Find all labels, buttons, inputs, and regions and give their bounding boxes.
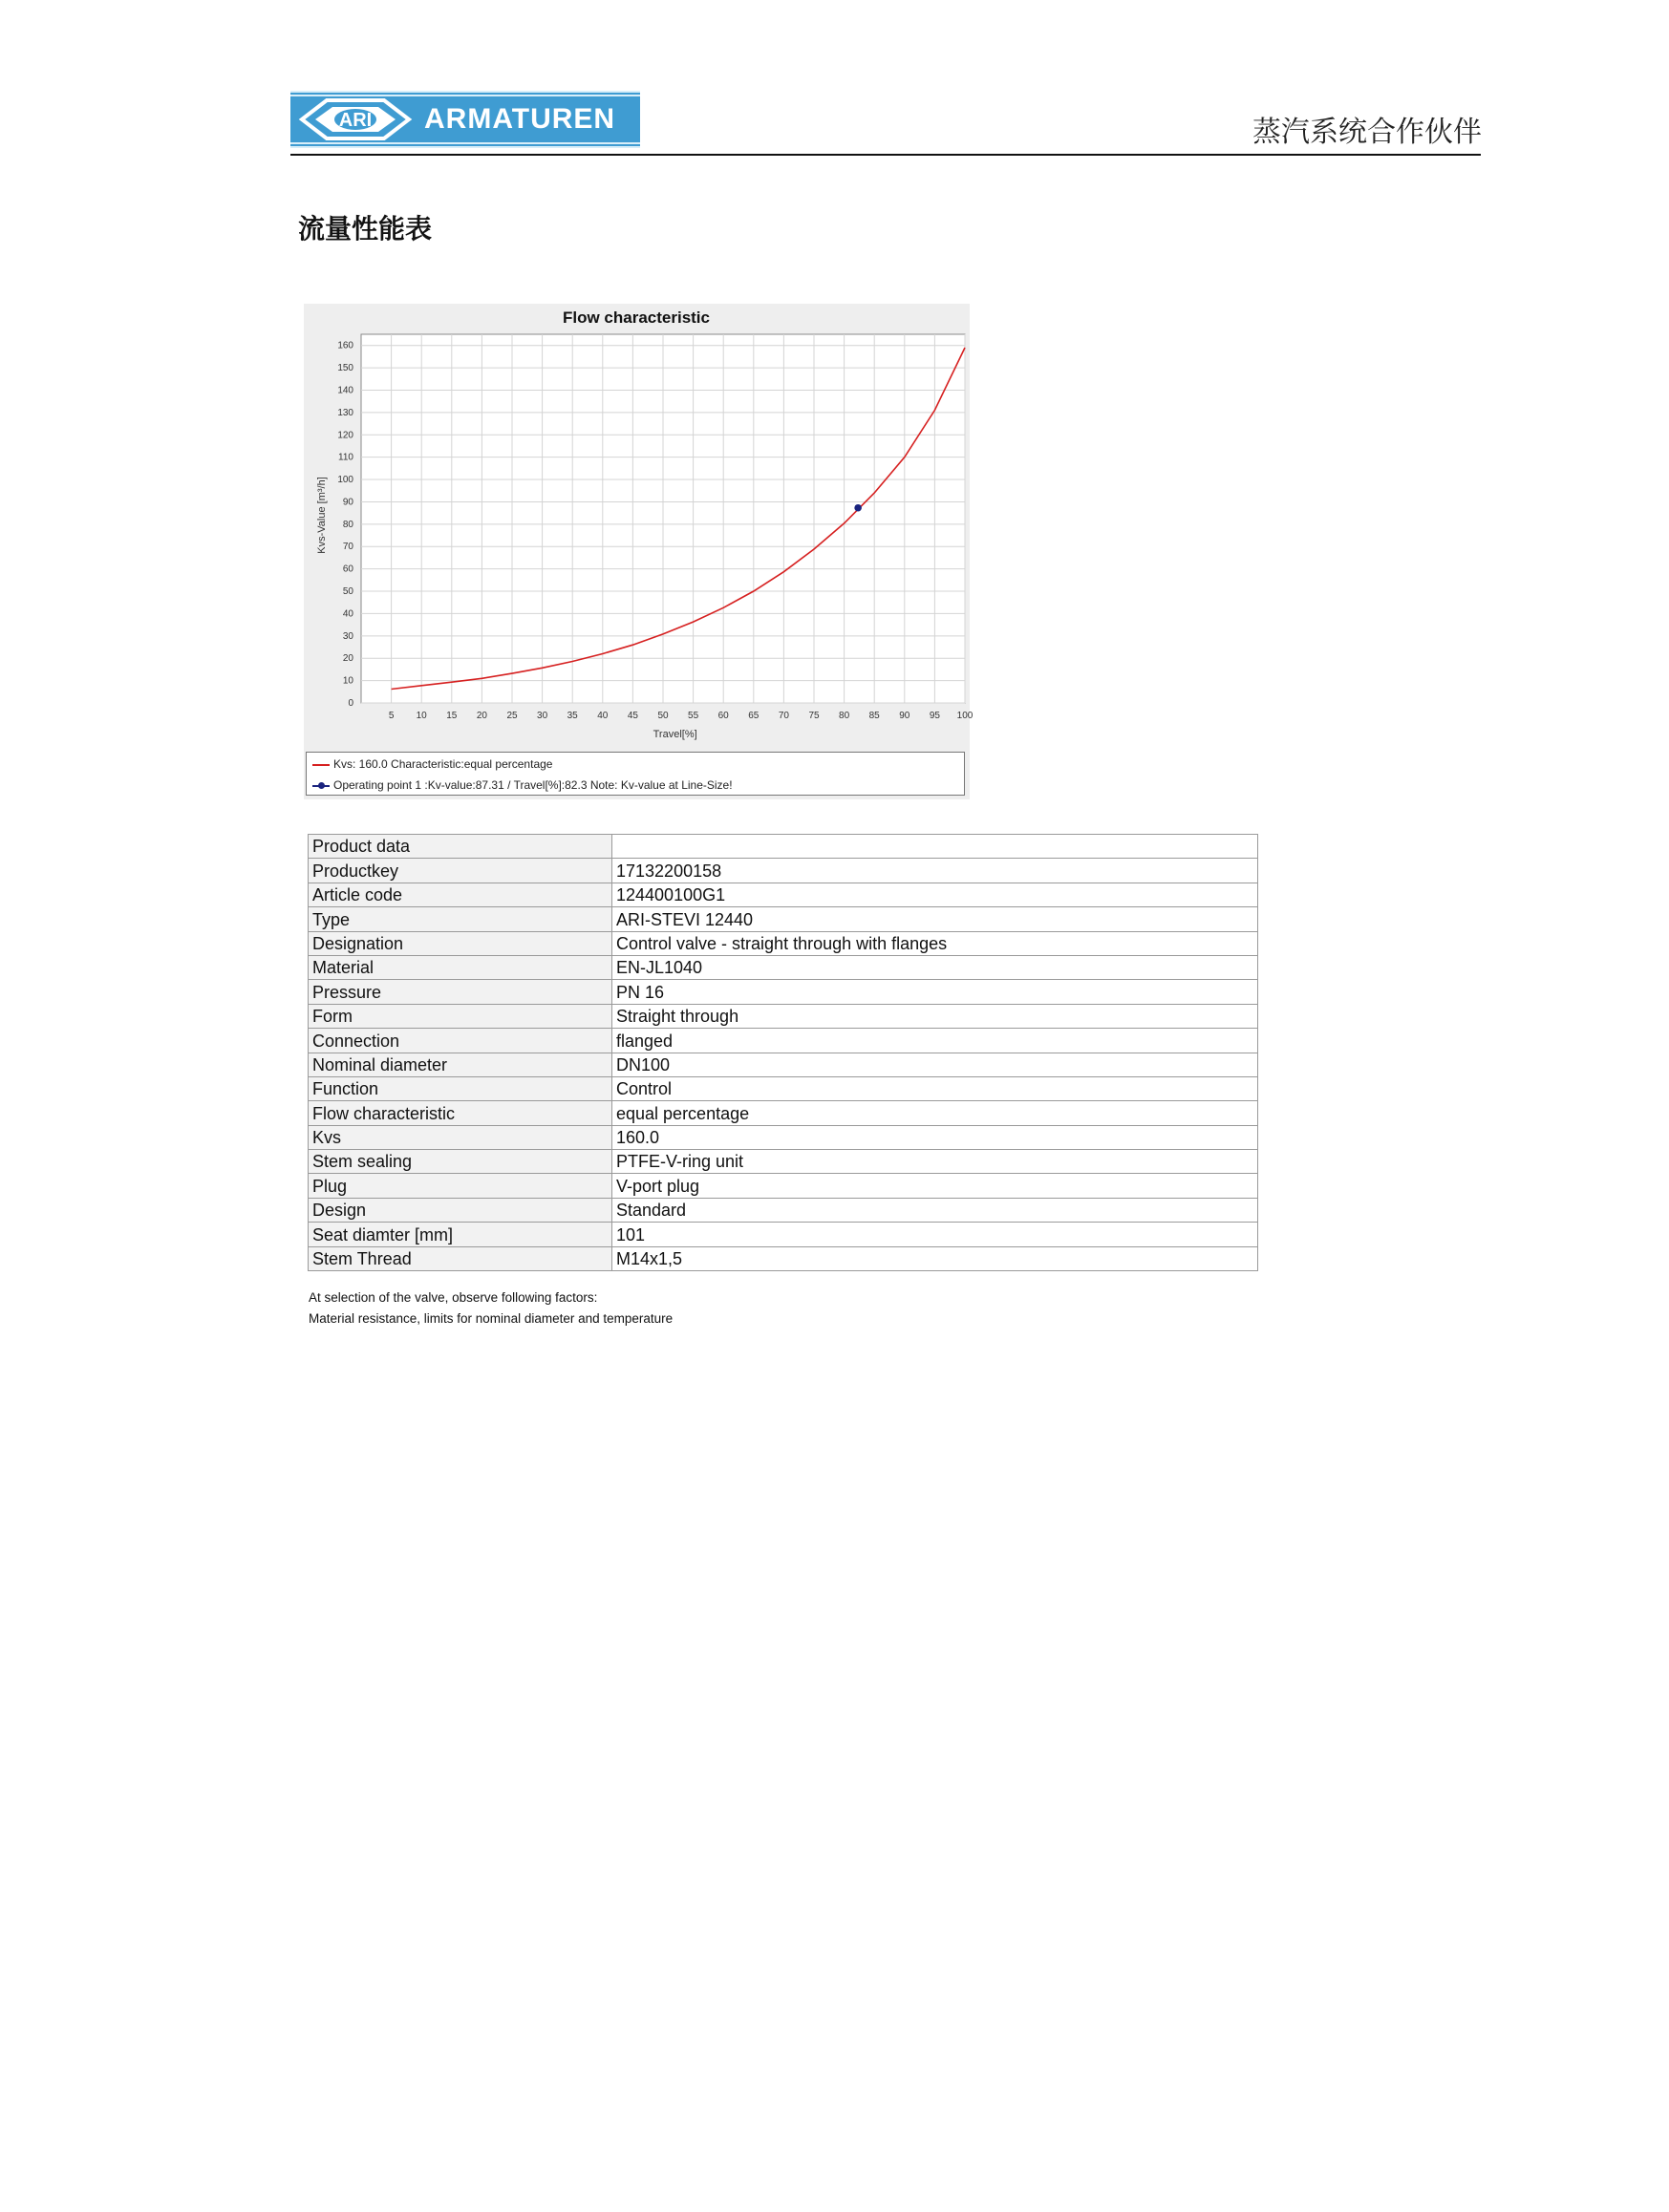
table-cell-value: flanged [612,1029,1258,1053]
y-tick-label: 20 [342,653,353,665]
table-cell-key: Stem sealing [309,1150,612,1174]
chart-legend [306,752,965,796]
table-cell-value: ARI-STEVI 12440 [612,907,1258,931]
ari-diamond-icon [298,95,413,144]
table-cell-value: Standard [612,1198,1258,1222]
table-row [309,907,1258,931]
y-tick-label: 120 [337,430,353,441]
x-tick-label: 80 [839,711,850,721]
x-tick-label: 100 [956,711,974,721]
table-cell-key: Function [309,1076,612,1100]
operating-point-marker [854,504,862,512]
chart-title: Flow characteristic [562,308,711,327]
table-cell-key: Form [309,1004,612,1028]
ari-armaturen-logo [290,91,640,148]
y-tick-label: 30 [342,630,353,642]
y-tick-label: 10 [342,675,353,687]
x-tick-label: 5 [388,711,395,721]
table-row [309,859,1258,883]
table-cell-key: Pressure [309,980,612,1004]
legend-point-marker-icon [312,785,330,787]
x-tick-label: 35 [567,711,578,721]
table-row [309,1004,1258,1028]
note-line: Material resistance, limits for nominal diameter and temperature [309,1311,674,1326]
table-cell-key: Stem Thread [309,1246,612,1270]
table-cell-value: equal percentage [612,1101,1258,1125]
note-line: At selection of the valve, observe following factors: [309,1290,598,1305]
table-cell-key: Design [309,1198,612,1222]
table-cell-value: 101 [612,1223,1258,1246]
x-tick-label: 20 [476,711,487,721]
table-cell-value: PN 16 [612,980,1258,1004]
y-tick-label: 160 [337,340,353,351]
legend-item-operating-point [312,776,733,794]
table-cell-key: Article code [309,883,612,906]
table-row [309,1125,1258,1149]
y-tick-label: 130 [337,407,353,418]
x-tick-label: 55 [688,711,699,721]
table-row [309,1076,1258,1100]
legend-line-red-icon [312,764,330,766]
table-cell-value: V-port plug [612,1174,1258,1198]
y-tick-label: 90 [342,497,353,508]
table-row [309,1174,1258,1198]
table-cell-value: Straight through [612,1004,1258,1028]
table-cell-value: Control valve - straight through with flanges [612,931,1258,955]
x-axis-label: Travel[%] [653,729,697,740]
legend-item-kvs [312,755,552,773]
table-cell-key: Connection [309,1029,612,1053]
table-cell-value: PTFE-V-ring unit [612,1150,1258,1174]
table-row [309,835,1258,859]
table-cell-key: Plug [309,1174,612,1198]
table-cell-value [612,835,1258,859]
table-row [309,1053,1258,1076]
y-tick-label: 60 [342,564,353,575]
logo-brand-text: ARMATUREN [424,103,616,135]
logo-badge-text: ARI [338,110,373,131]
product-data-table [308,834,1258,1271]
y-tick-label: 140 [337,385,353,396]
table-row [309,1246,1258,1270]
table-cell-value: DN100 [612,1053,1258,1076]
x-tick-label: 95 [929,711,940,721]
x-tick-label: 85 [868,711,880,721]
table-cell-value: M14x1,5 [612,1246,1258,1270]
page-title: 流量性能表 [298,213,433,245]
x-tick-label: 45 [627,711,638,721]
table-row [309,1029,1258,1053]
y-tick-label: 50 [342,586,353,598]
y-tick-label: 40 [342,608,353,620]
table-cell-value: 160.0 [612,1125,1258,1149]
header-tagline: 蒸汽系统合作伙伴 [1252,116,1482,149]
table-cell-key: Type [309,907,612,931]
y-tick-label: 80 [342,519,353,530]
x-tick-label: 40 [597,711,609,721]
table-cell-key: Seat diamter [mm] [309,1223,612,1246]
table-cell-key: Kvs [309,1125,612,1149]
chart-canvas [304,304,974,750]
x-tick-label: 90 [899,711,910,721]
flow-characteristic-chart [304,304,974,799]
table-cell-value: 17132200158 [612,859,1258,883]
table-cell-key: Product data [309,835,612,859]
header-divider [290,154,1481,156]
table-cell-key: Nominal diameter [309,1053,612,1076]
table-cell-key: Designation [309,931,612,955]
x-tick-label: 10 [416,711,427,721]
y-tick-label: 100 [337,475,353,486]
legend-label-operating-point: Operating point 1 :Kv-value:87.31 / Travel[%]:82.3 Note: Kv-value at Line-Size! [333,778,733,792]
x-tick-label: 50 [657,711,669,721]
table-row [309,1150,1258,1174]
legend-label-kvs: Kvs: 160.0 Characteristic:equal percentage [333,757,553,771]
y-tick-label: 150 [337,363,353,374]
y-tick-label: 110 [338,452,353,463]
selection-notes [309,1287,673,1329]
x-tick-label: 65 [748,711,760,721]
table-cell-value: 124400100G1 [612,883,1258,906]
table-cell-key: Material [309,955,612,979]
table-cell-key: Flow characteristic [309,1101,612,1125]
table-row [309,980,1258,1004]
x-tick-label: 30 [537,711,548,721]
table-row [309,1198,1258,1222]
table-row [309,883,1258,906]
table-row [309,931,1258,955]
table-cell-value: EN-JL1040 [612,955,1258,979]
table-row [309,955,1258,979]
x-tick-label: 60 [717,711,729,721]
x-tick-label: 15 [446,711,458,721]
y-tick-label: 70 [342,542,353,553]
table-row [309,1223,1258,1246]
table-row [309,1101,1258,1125]
y-axis-label: Kvs-Value [m³/h] [316,477,328,554]
x-tick-label: 70 [778,711,789,721]
table-cell-value: Control [612,1076,1258,1100]
x-tick-label: 25 [506,711,518,721]
table-cell-key: Productkey [309,859,612,883]
x-tick-label: 75 [808,711,820,721]
y-tick-label: 0 [348,698,353,709]
